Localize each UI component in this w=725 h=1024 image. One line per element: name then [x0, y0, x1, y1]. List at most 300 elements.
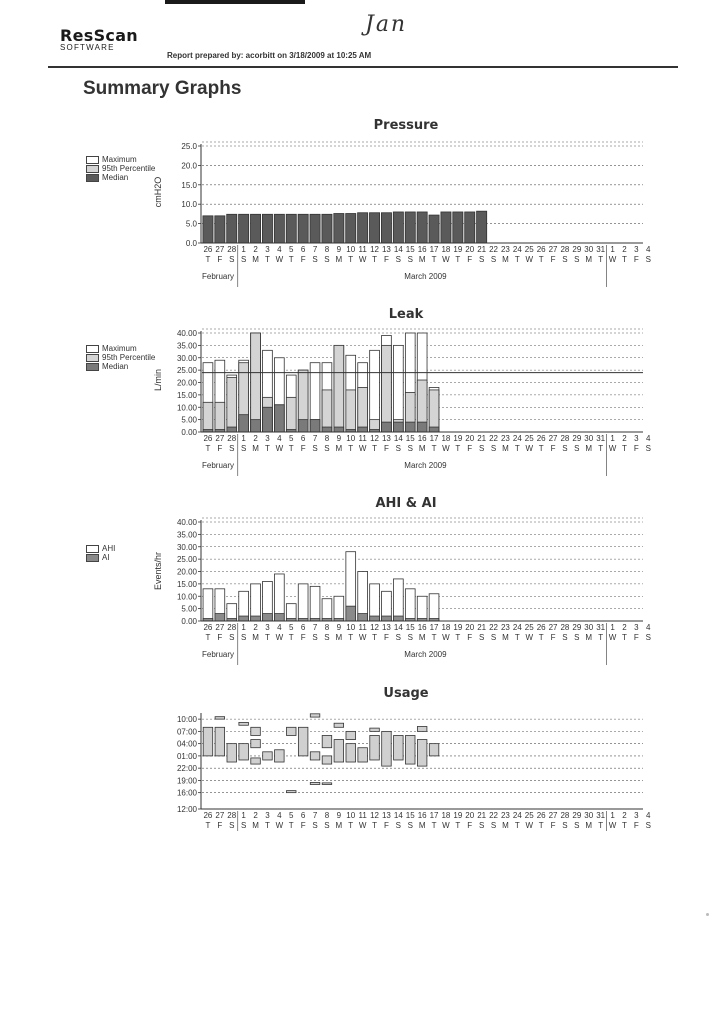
x-tick-weekday: T: [598, 633, 604, 642]
bar-median: [203, 216, 213, 243]
bar-median: [274, 214, 284, 243]
y-tick-label: 20.0: [181, 161, 197, 171]
x-tick-day: 3: [265, 245, 270, 254]
x-tick-weekday: M: [585, 821, 593, 830]
x-tick-weekday: W: [442, 821, 450, 830]
x-tick-day: 31: [596, 623, 606, 632]
x-tick-day: 12: [370, 623, 380, 632]
x-tick-day: 3: [265, 811, 270, 820]
usage-session: [370, 735, 380, 760]
x-tick-day: 27: [548, 434, 558, 443]
bar-median: [465, 212, 475, 243]
bar-median: [286, 214, 296, 243]
x-tick-weekday: S: [478, 821, 485, 830]
x-tick-day: 28: [227, 245, 237, 254]
bar-ahi: [417, 596, 427, 621]
ahi-chart: [0, 515, 725, 673]
x-tick-day: 31: [596, 245, 606, 254]
x-tick-day: 13: [381, 623, 391, 632]
x-tick-weekday: S: [395, 255, 402, 264]
x-tick-weekday: T: [514, 444, 520, 453]
x-tick-day: 3: [634, 245, 639, 254]
x-tick-day: 14: [393, 811, 403, 820]
legend-label: AHI: [102, 544, 116, 553]
x-tick-weekday: F: [467, 444, 473, 453]
x-tick-weekday: S: [324, 633, 330, 642]
x-tick-weekday: T: [288, 255, 294, 264]
x-tick-weekday: T: [598, 444, 604, 453]
x-tick-weekday: T: [431, 444, 437, 453]
bar-95th-percentile: [382, 345, 392, 432]
bar-median: [298, 420, 308, 432]
x-tick-weekday: T: [288, 821, 294, 830]
bar-ahi: [334, 596, 344, 621]
x-tick-day: 29: [572, 434, 582, 443]
x-tick-weekday: M: [335, 255, 343, 264]
x-tick-weekday: F: [633, 633, 639, 642]
x-tick-day: 2: [253, 811, 258, 820]
bar-95th-percentile: [322, 390, 332, 432]
x-tick-day: 22: [489, 811, 499, 820]
x-tick-day: 4: [646, 623, 651, 632]
y-tick-label: 22:00: [176, 764, 197, 774]
bar-95th-percentile: [286, 397, 296, 432]
y-tick-label: 5.0: [185, 219, 197, 229]
x-tick-day: 28: [560, 434, 570, 443]
bar-median: [322, 214, 332, 243]
bar-median: [262, 214, 272, 243]
x-tick-weekday: W: [275, 255, 284, 264]
x-tick-day: 15: [405, 245, 415, 254]
x-tick-day: 4: [277, 434, 282, 443]
x-tick-weekday: M: [252, 633, 259, 642]
x-tick-weekday: T: [372, 821, 377, 830]
y-tick-label: 35.00: [176, 530, 197, 540]
x-tick-day: 26: [536, 434, 546, 443]
x-tick-day: 8: [324, 811, 330, 820]
y-tick-label: 20.00: [176, 378, 197, 388]
x-tick-day: 24: [512, 811, 522, 820]
x-tick-day: 4: [277, 245, 282, 254]
y-tick-label: 30.00: [176, 542, 197, 552]
x-tick-weekday: F: [467, 255, 473, 264]
x-tick-weekday: S: [478, 444, 485, 453]
y-tick-label: 40.00: [176, 329, 197, 338]
x-tick-day: 30: [584, 434, 594, 443]
x-tick-day: 29: [572, 245, 582, 254]
x-tick-weekday: T: [372, 444, 377, 453]
month-label: March 2009: [404, 272, 447, 281]
x-tick-day: 3: [634, 434, 639, 443]
x-tick-day: 2: [622, 434, 627, 443]
y-tick-label: 10:00: [176, 715, 197, 725]
x-tick-day: 2: [253, 245, 258, 254]
month-label: February: [202, 272, 235, 281]
x-tick-weekday: S: [407, 633, 413, 642]
x-tick-weekday: S: [490, 255, 497, 264]
x-tick-weekday: T: [455, 255, 461, 264]
x-tick-day: 7: [312, 623, 318, 632]
x-tick-day: 11: [358, 434, 367, 443]
x-tick-day: 10: [346, 245, 356, 254]
x-tick-weekday: T: [205, 255, 211, 264]
x-tick-day: 7: [312, 811, 318, 820]
x-tick-weekday: S: [312, 255, 318, 264]
bar-median: [369, 213, 379, 243]
x-tick-day: 27: [548, 245, 558, 254]
x-tick-weekday: T: [538, 444, 544, 453]
x-tick-day: 4: [277, 623, 282, 632]
x-tick-weekday: T: [622, 821, 627, 830]
y-tick-label: 40.00: [176, 518, 197, 527]
usage-session: [417, 740, 427, 767]
x-tick-weekday: T: [455, 633, 461, 642]
x-tick-day: 1: [241, 623, 246, 632]
x-tick-weekday: W: [525, 821, 534, 830]
x-tick-day: 3: [265, 434, 270, 443]
x-tick-day: 2: [253, 623, 258, 632]
x-tick-day: 28: [227, 811, 237, 820]
x-tick-weekday: M: [335, 444, 343, 453]
x-tick-weekday: S: [324, 255, 330, 264]
bar-ahi: [203, 589, 213, 621]
x-tick-day: 26: [203, 245, 213, 254]
usage-session: [239, 722, 249, 725]
bar-95th-percentile: [227, 378, 237, 432]
usage-session: [346, 731, 356, 739]
x-tick-weekday: T: [431, 255, 437, 264]
month-label: March 2009: [404, 461, 447, 470]
x-tick-weekday: T: [372, 255, 377, 264]
scan-speck: [706, 913, 709, 916]
x-tick-weekday: T: [455, 444, 461, 453]
bar-median: [441, 212, 451, 243]
pressure-chart: [0, 140, 725, 310]
usage-session: [263, 752, 273, 760]
x-tick-day: 6: [300, 434, 306, 443]
bar-ai: [370, 616, 380, 621]
x-tick-weekday: F: [217, 633, 223, 642]
x-tick-day: 18: [441, 623, 451, 632]
x-tick-weekday: S: [490, 444, 497, 453]
x-tick-day: 21: [477, 434, 487, 443]
bar-ai: [263, 614, 273, 621]
x-tick-weekday: M: [502, 255, 509, 264]
x-tick-weekday: W: [358, 633, 367, 642]
x-tick-weekday: T: [431, 821, 437, 830]
x-tick-day: 1: [610, 434, 615, 443]
y-tick-label: 25.00: [176, 555, 197, 565]
x-tick-weekday: T: [514, 633, 520, 642]
x-tick-day: 6: [300, 245, 306, 254]
bar-median: [358, 213, 368, 243]
y-tick-label: 5.00: [181, 415, 197, 425]
bar-median: [310, 420, 320, 432]
bar-median: [250, 214, 260, 243]
x-tick-weekday: W: [525, 633, 534, 642]
y-tick-label: 10.00: [176, 592, 197, 602]
legend-label: Median: [102, 362, 129, 371]
x-tick-day: 9: [336, 245, 342, 254]
x-tick-weekday: T: [348, 821, 354, 830]
x-tick-day: 17: [429, 623, 439, 632]
y-tick-label: 25.0: [181, 142, 197, 151]
y-tick-label: 15.00: [176, 390, 197, 400]
x-tick-day: 8: [324, 434, 330, 443]
usage-session: [334, 740, 344, 762]
y-tick-label: 0.00: [181, 428, 197, 437]
bar-median: [310, 214, 320, 243]
month-label: March 2009: [404, 650, 447, 659]
bar-ai: [239, 616, 249, 621]
x-tick-day: 10: [346, 434, 356, 443]
x-tick-day: 8: [324, 623, 330, 632]
x-tick-weekday: F: [384, 821, 389, 830]
x-tick-day: 1: [610, 245, 615, 254]
x-tick-weekday: S: [312, 821, 318, 830]
x-tick-weekday: T: [622, 633, 627, 642]
bar-95th-percentile: [346, 390, 356, 432]
y-tick-label: 19:00: [176, 776, 197, 786]
month-label: February: [202, 650, 235, 659]
x-tick-weekday: S: [395, 821, 402, 830]
y-tick-label: 16:00: [176, 788, 197, 798]
x-tick-weekday: W: [608, 633, 617, 642]
x-tick-day: 11: [358, 623, 367, 632]
ahi-chart-title: AHI & AI: [375, 496, 437, 511]
x-tick-day: 5: [289, 434, 294, 443]
x-tick-weekday: T: [514, 821, 520, 830]
x-tick-day: 23: [500, 623, 510, 632]
x-tick-weekday: M: [335, 821, 343, 830]
x-tick-day: 15: [405, 623, 415, 632]
x-tick-weekday: T: [205, 821, 211, 830]
legend-label: Median: [102, 173, 129, 182]
x-tick-day: 29: [572, 623, 582, 632]
x-tick-day: 12: [370, 245, 380, 254]
x-tick-weekday: S: [574, 255, 580, 264]
x-tick-weekday: S: [645, 821, 651, 830]
bar-ai: [358, 614, 368, 621]
x-tick-weekday: M: [502, 633, 509, 642]
x-tick-weekday: T: [288, 633, 294, 642]
x-tick-day: 19: [453, 811, 463, 820]
x-tick-day: 11: [358, 811, 367, 820]
x-tick-weekday: F: [467, 633, 473, 642]
x-tick-day: 10: [346, 623, 356, 632]
bar-median: [453, 212, 463, 243]
pressure-chart-title: Pressure: [373, 118, 439, 133]
x-tick-weekday: F: [633, 255, 639, 264]
legend-label: 95th Percentile: [102, 164, 156, 173]
y-tick-label: 15.0: [181, 180, 197, 190]
x-tick-day: 27: [215, 623, 225, 632]
x-tick-day: 30: [584, 811, 594, 820]
x-tick-weekday: W: [358, 444, 367, 453]
x-tick-day: 14: [393, 245, 403, 254]
x-tick-weekday: T: [622, 444, 627, 453]
bar-ahi: [393, 579, 403, 621]
x-tick-day: 19: [453, 245, 463, 254]
x-tick-day: 7: [312, 434, 318, 443]
leak-y-axis-label: L/min: [153, 368, 163, 392]
bar-median: [429, 427, 439, 432]
x-tick-weekday: F: [467, 821, 473, 830]
leak-chart: [0, 326, 725, 498]
x-tick-day: 4: [646, 811, 651, 820]
x-tick-day: 17: [429, 434, 439, 443]
x-tick-day: 23: [500, 434, 510, 443]
legend-label: AI: [102, 553, 110, 562]
usage-session: [215, 727, 225, 756]
x-tick-day: 9: [336, 434, 342, 443]
x-tick-day: 5: [289, 623, 294, 632]
x-tick-weekday: S: [324, 821, 330, 830]
x-tick-day: 4: [277, 811, 282, 820]
x-tick-day: 12: [370, 811, 380, 820]
x-tick-day: 18: [441, 811, 451, 820]
usage-session: [203, 727, 213, 756]
x-tick-weekday: M: [252, 444, 259, 453]
header-rule: [48, 66, 678, 68]
x-tick-weekday: S: [229, 633, 235, 642]
x-tick-weekday: F: [550, 444, 556, 453]
x-tick-day: 1: [241, 245, 246, 254]
bar-ai: [393, 616, 403, 621]
x-tick-day: 20: [465, 623, 475, 632]
bar-ai: [215, 614, 225, 621]
usage-session: [322, 735, 332, 747]
x-tick-day: 2: [253, 434, 258, 443]
x-tick-weekday: S: [229, 444, 235, 453]
x-tick-day: 22: [489, 245, 499, 254]
bar-median: [393, 212, 403, 243]
x-tick-day: 22: [489, 623, 499, 632]
x-tick-day: 28: [560, 623, 570, 632]
x-tick-day: 6: [300, 623, 306, 632]
x-tick-weekday: W: [358, 821, 367, 830]
x-tick-weekday: W: [525, 255, 534, 264]
x-tick-weekday: S: [240, 821, 247, 830]
x-tick-weekday: S: [574, 444, 580, 453]
usage-session: [215, 717, 225, 719]
logo-text: ResScan: [60, 26, 138, 45]
x-tick-weekday: W: [525, 444, 534, 453]
x-tick-day: 15: [405, 811, 415, 820]
y-tick-label: 0.00: [181, 617, 197, 626]
bar-95th-percentile: [429, 390, 439, 432]
scan-edge-mark: [165, 0, 305, 4]
bar-ahi: [310, 586, 320, 621]
x-tick-day: 29: [572, 811, 582, 820]
bar-ai: [346, 606, 356, 621]
x-tick-day: 5: [289, 245, 294, 254]
bar-median: [227, 427, 237, 432]
x-tick-day: 6: [300, 811, 306, 820]
usage-session: [227, 744, 237, 762]
x-tick-weekday: W: [608, 821, 617, 830]
x-tick-weekday: F: [550, 821, 556, 830]
usage-session: [370, 728, 380, 731]
x-tick-day: 7: [312, 245, 318, 254]
bar-median: [263, 407, 273, 432]
ahi-y-axis-label: Events/hr: [153, 551, 163, 591]
x-tick-day: 1: [610, 811, 615, 820]
usage-session: [251, 740, 261, 748]
x-tick-day: 16: [417, 434, 427, 443]
x-tick-weekday: M: [418, 821, 426, 830]
usage-session: [322, 783, 332, 785]
x-tick-day: 27: [215, 434, 225, 443]
x-tick-weekday: W: [442, 633, 450, 642]
bar-ahi: [298, 584, 308, 621]
usage-session: [298, 727, 308, 756]
y-tick-label: 12:00: [176, 805, 197, 814]
x-tick-day: 27: [215, 245, 225, 254]
bar-95th-percentile: [334, 345, 344, 432]
x-tick-day: 19: [453, 623, 463, 632]
x-tick-weekday: S: [240, 444, 247, 453]
x-tick-day: 16: [417, 811, 427, 820]
x-tick-weekday: S: [395, 633, 402, 642]
x-tick-weekday: T: [348, 255, 354, 264]
x-tick-day: 13: [381, 811, 391, 820]
month-label: February: [202, 461, 235, 470]
bar-median: [239, 214, 249, 243]
x-tick-day: 3: [634, 623, 639, 632]
x-tick-day: 1: [241, 811, 246, 820]
bar-ahi: [251, 584, 261, 621]
usage-session: [358, 748, 368, 762]
x-tick-day: 25: [524, 245, 534, 254]
usage-chart-title: Usage: [383, 686, 429, 701]
y-tick-label: 10.0: [181, 200, 197, 210]
y-tick-label: 07:00: [176, 727, 197, 737]
x-tick-weekday: T: [288, 444, 294, 453]
x-tick-weekday: F: [300, 255, 306, 264]
x-tick-weekday: S: [490, 633, 497, 642]
y-tick-label: 0.0: [185, 239, 197, 248]
x-tick-day: 1: [610, 623, 615, 632]
x-tick-day: 20: [465, 434, 475, 443]
x-tick-day: 21: [477, 811, 487, 820]
resscan-logo: [60, 26, 138, 52]
x-tick-weekday: W: [608, 444, 617, 453]
x-tick-day: 20: [465, 811, 475, 820]
x-tick-day: 4: [646, 434, 651, 443]
x-tick-day: 10: [346, 811, 356, 820]
x-tick-weekday: T: [348, 633, 354, 642]
y-tick-label: 5.00: [181, 604, 197, 614]
x-tick-day: 13: [381, 245, 391, 254]
x-tick-weekday: S: [478, 633, 485, 642]
x-tick-weekday: T: [538, 633, 544, 642]
y-tick-label: 10.00: [176, 403, 197, 413]
x-tick-day: 26: [203, 434, 213, 443]
x-tick-weekday: M: [585, 255, 593, 264]
bar-median: [322, 427, 332, 432]
x-tick-day: 1: [241, 434, 246, 443]
leak-chart-title: Leak: [388, 307, 424, 322]
x-tick-day: 8: [324, 245, 330, 254]
x-tick-weekday: M: [418, 633, 426, 642]
x-tick-weekday: S: [645, 444, 651, 453]
x-tick-weekday: S: [229, 255, 235, 264]
bar-median: [358, 427, 368, 432]
usage-session: [310, 782, 320, 784]
x-tick-weekday: S: [490, 821, 497, 830]
x-tick-day: 28: [227, 434, 237, 443]
